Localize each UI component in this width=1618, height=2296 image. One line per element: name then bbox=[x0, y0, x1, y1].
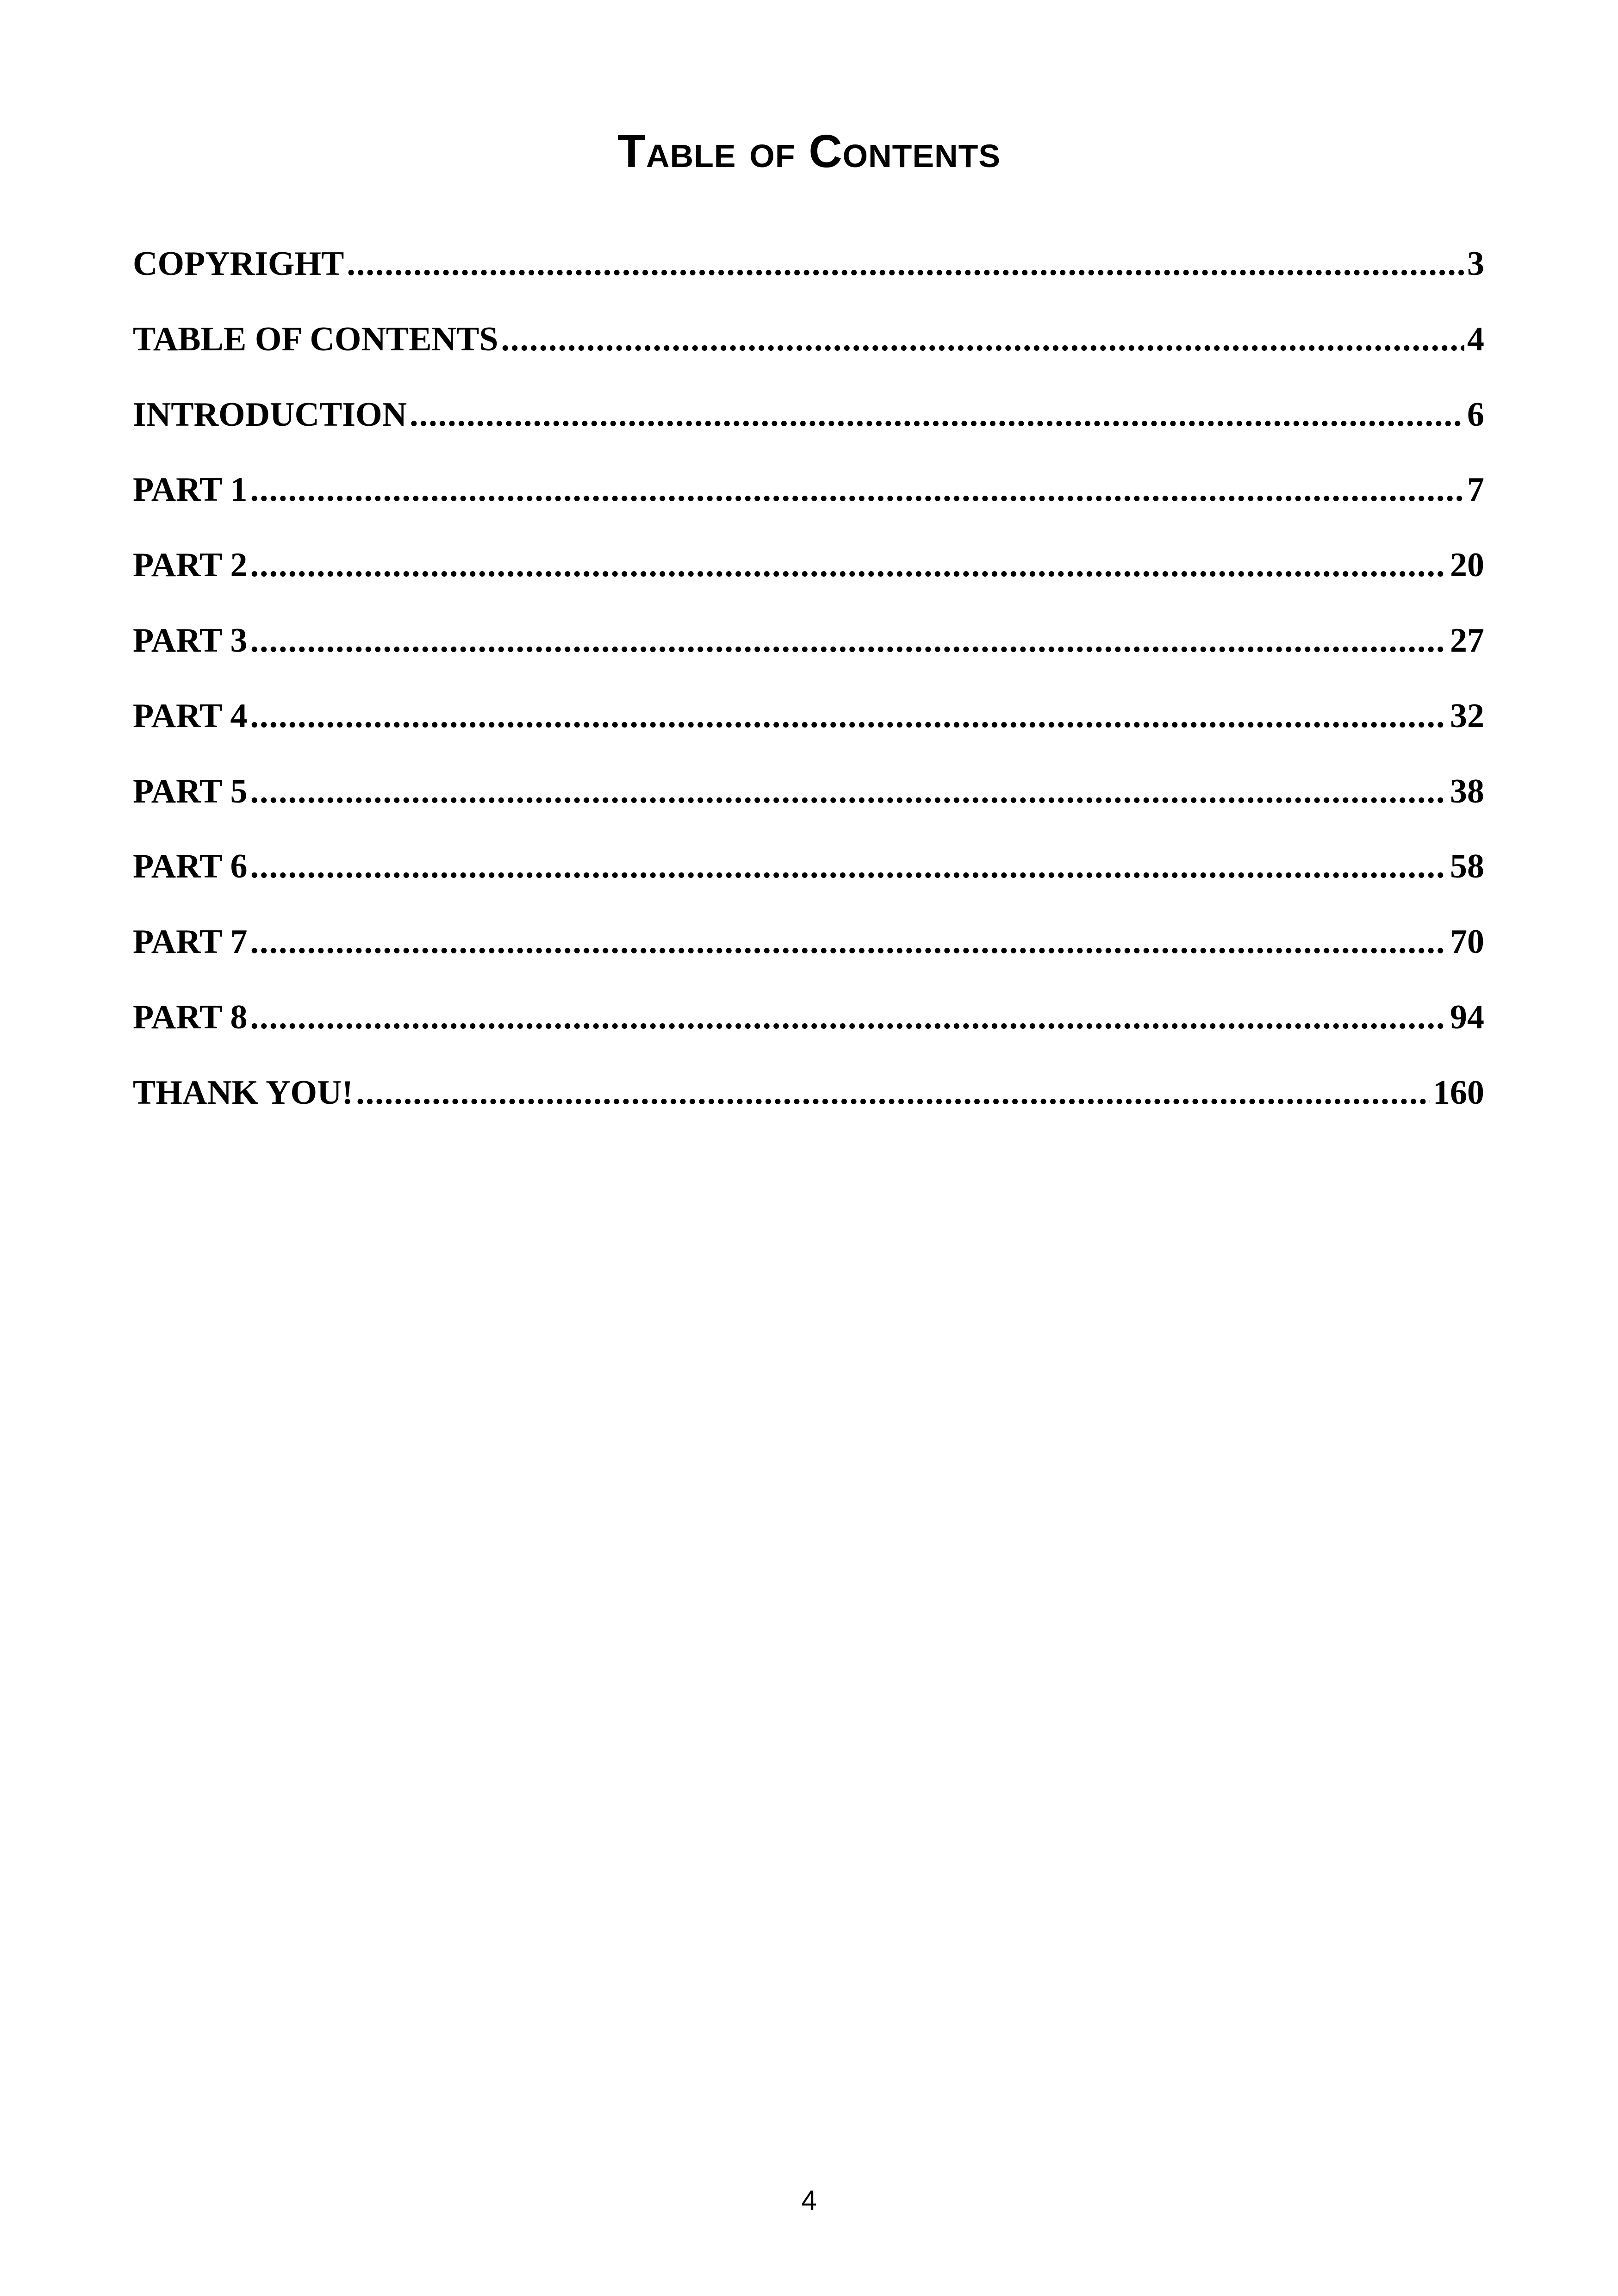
toc-entry-label: PART 1 bbox=[133, 471, 248, 509]
toc-entry-label: PART 8 bbox=[133, 998, 248, 1036]
toc-dot-leader bbox=[410, 392, 1464, 438]
toc-entry-label: INTRODUCTION bbox=[133, 395, 407, 434]
toc-entry-label: PART 2 bbox=[133, 546, 248, 585]
toc-entry-label: COPYRIGHT bbox=[133, 245, 344, 283]
toc-dot-leader bbox=[250, 693, 1447, 739]
toc-entry-thank-you[interactable] bbox=[133, 1070, 1484, 1145]
toc-dot-leader bbox=[250, 542, 1447, 588]
toc-dot-leader bbox=[250, 768, 1447, 815]
toc-dot-leader bbox=[250, 994, 1447, 1040]
toc-entry-part-6[interactable] bbox=[133, 843, 1484, 919]
toc-dot-leader bbox=[250, 919, 1447, 965]
toc-dot-leader bbox=[356, 1070, 1430, 1116]
toc-entry-table-of-contents[interactable] bbox=[133, 316, 1484, 392]
toc-entry-page-number: 94 bbox=[1450, 998, 1484, 1036]
page-title: Table of Contents bbox=[617, 125, 1001, 177]
page-number: 4 bbox=[801, 2185, 817, 2216]
toc-entry-label: THANK YOU! bbox=[133, 1073, 354, 1112]
toc-entry-part-4[interactable] bbox=[133, 693, 1484, 768]
toc-entry-page-number: 38 bbox=[1450, 772, 1484, 810]
toc-entry-label: PART 6 bbox=[133, 847, 248, 886]
toc-dot-leader bbox=[250, 617, 1447, 664]
toc-entry-label: PART 3 bbox=[133, 621, 248, 660]
toc-dot-leader bbox=[501, 316, 1464, 362]
toc-entry-label: PART 5 bbox=[133, 772, 248, 810]
toc-entry-page-number: 27 bbox=[1450, 621, 1484, 660]
toc-entry-page-number: 6 bbox=[1467, 395, 1484, 434]
toc-entry-page-number: 160 bbox=[1433, 1073, 1484, 1112]
toc-entry-page-number: 70 bbox=[1450, 923, 1484, 961]
toc-entry-part-3[interactable] bbox=[133, 617, 1484, 693]
toc-entry-part-2[interactable] bbox=[133, 542, 1484, 617]
toc-entry-page-number: 4 bbox=[1467, 320, 1484, 358]
table-of-contents bbox=[133, 241, 1484, 1145]
toc-entry-label: PART 4 bbox=[133, 697, 248, 735]
toc-entry-label: PART 7 bbox=[133, 923, 248, 961]
toc-entry-page-number: 32 bbox=[1450, 697, 1484, 735]
toc-entry-part-5[interactable] bbox=[133, 768, 1484, 844]
toc-entry-page-number: 58 bbox=[1450, 847, 1484, 886]
toc-entry-part-1[interactable] bbox=[133, 467, 1484, 542]
toc-entry-label: TABLE OF CONTENTS bbox=[133, 320, 498, 358]
toc-entry-page-number: 3 bbox=[1467, 245, 1484, 283]
toc-dot-leader bbox=[250, 843, 1447, 890]
toc-entry-page-number: 20 bbox=[1450, 546, 1484, 585]
toc-entry-part-7[interactable] bbox=[133, 919, 1484, 994]
toc-entry-copyright[interactable] bbox=[133, 241, 1484, 316]
toc-entry-part-8[interactable] bbox=[133, 994, 1484, 1070]
toc-dot-leader bbox=[347, 241, 1464, 287]
toc-dot-leader bbox=[250, 467, 1464, 513]
toc-entry-introduction[interactable] bbox=[133, 392, 1484, 467]
toc-entry-page-number: 7 bbox=[1467, 471, 1484, 509]
